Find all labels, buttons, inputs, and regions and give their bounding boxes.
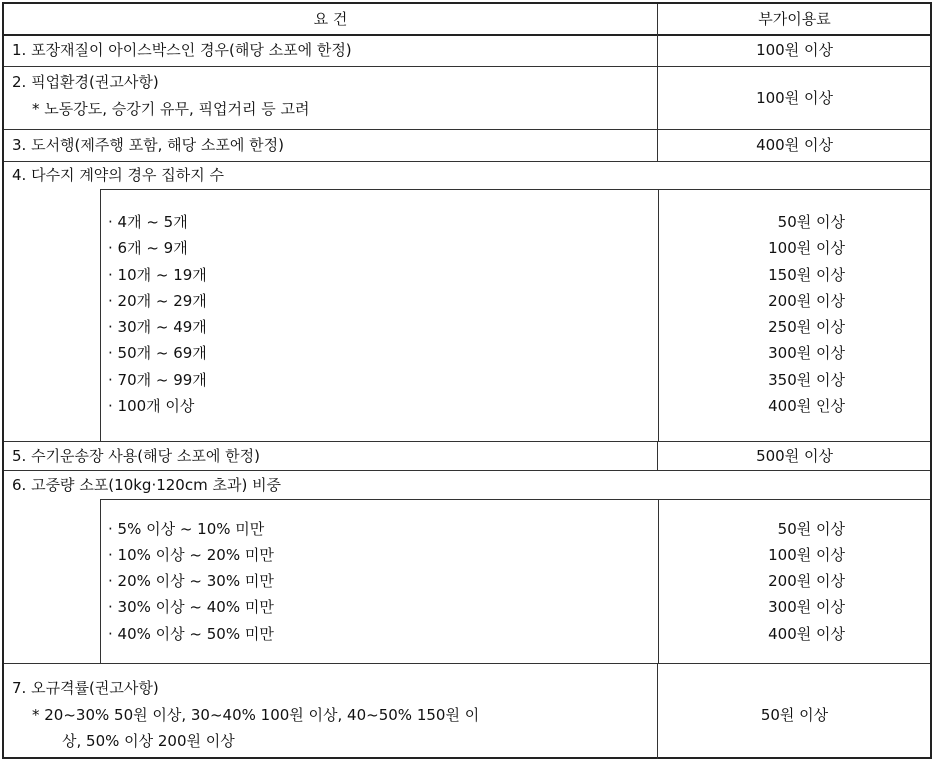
header-fee: 부가이용료 <box>758 10 831 28</box>
sites-fee: 350원 이상 <box>768 371 845 389</box>
row-note: 상, 50% 이상 200원 이상 <box>62 732 235 750</box>
column-divider <box>657 441 658 470</box>
row-label: 2. 픽업환경(권고사항) <box>12 73 159 91</box>
row-fee: 100원 이상 <box>756 41 833 59</box>
sites-fee: 200원 이상 <box>768 292 845 310</box>
weights-range: · 10% 이상 ~ 20% 미만 <box>108 546 274 564</box>
column-divider <box>657 4 658 161</box>
row-note: * 20~30% 50원 이상, 30~40% 100원 이상, 40~50% 150원 이 <box>32 706 480 724</box>
weights-fee: 300원 이상 <box>768 598 845 616</box>
column-divider <box>657 663 658 759</box>
sites-range: · 50개 ~ 69개 <box>108 344 207 362</box>
sites-range: · 6개 ~ 9개 <box>108 239 188 257</box>
weights-fee: 100원 이상 <box>768 546 845 564</box>
row-label: 3. 도서행(제주행 포함, 해당 소포에 한정) <box>12 136 284 154</box>
row-divider <box>4 161 930 162</box>
sites-fee: 150원 이상 <box>768 266 845 284</box>
sites-fee: 400원 인상 <box>768 397 845 415</box>
sites-range: · 70개 ~ 99개 <box>108 371 207 389</box>
weights-range: · 40% 이상 ~ 50% 미만 <box>108 625 274 643</box>
row-note: * 노동강도, 승강기 유무, 픽업거리 등 고려 <box>32 100 310 118</box>
row-label: 1. 포장재질이 아이스박스인 경우(해당 소포에 한정) <box>12 41 352 59</box>
sites-fee: 250원 이상 <box>768 318 845 336</box>
sites-range: · 10개 ~ 19개 <box>108 266 207 284</box>
sites-range: · 100개 이상 <box>108 397 195 415</box>
sites-range: · 30개 ~ 49개 <box>108 318 207 336</box>
row-divider <box>4 441 930 442</box>
weights-fee: 200원 이상 <box>768 572 845 590</box>
header-requirement: 요 건 <box>313 10 348 28</box>
row-divider <box>4 66 930 67</box>
row-divider <box>4 663 930 664</box>
row-divider <box>4 470 930 471</box>
weights-fee: 400원 이상 <box>768 625 845 643</box>
weights-range: · 5% 이상 ~ 10% 미만 <box>108 520 265 538</box>
weights-range: · 30% 이상 ~ 40% 미만 <box>108 598 274 616</box>
row-fee: 400원 이상 <box>756 136 833 154</box>
row-label: 5. 수기운송장 사용(해당 소포에 한정) <box>12 447 260 465</box>
sites-fee: 50원 이상 <box>777 213 845 231</box>
sites-fee: 100원 이상 <box>768 239 845 257</box>
row-divider <box>4 129 930 130</box>
sites-range: · 20개 ~ 29개 <box>108 292 207 310</box>
row-fee: 500원 이상 <box>756 447 833 465</box>
sites-range: · 4개 ~ 5개 <box>108 213 188 231</box>
row-label: 7. 오규격률(권고사항) <box>12 679 159 697</box>
row-fee: 100원 이상 <box>756 89 833 107</box>
sites-fee: 300원 이상 <box>768 344 845 362</box>
header-divider <box>4 34 930 36</box>
weights-fee: 50원 이상 <box>777 520 845 538</box>
row-label: 4. 다수지 계약의 경우 집하지 수 <box>12 166 225 184</box>
row-label: 6. 고중량 소포(10kg·120cm 초과) 비중 <box>12 476 282 494</box>
weights-range: · 20% 이상 ~ 30% 미만 <box>108 572 274 590</box>
row-fee: 50원 이상 <box>760 706 829 724</box>
fee-table <box>2 2 932 759</box>
